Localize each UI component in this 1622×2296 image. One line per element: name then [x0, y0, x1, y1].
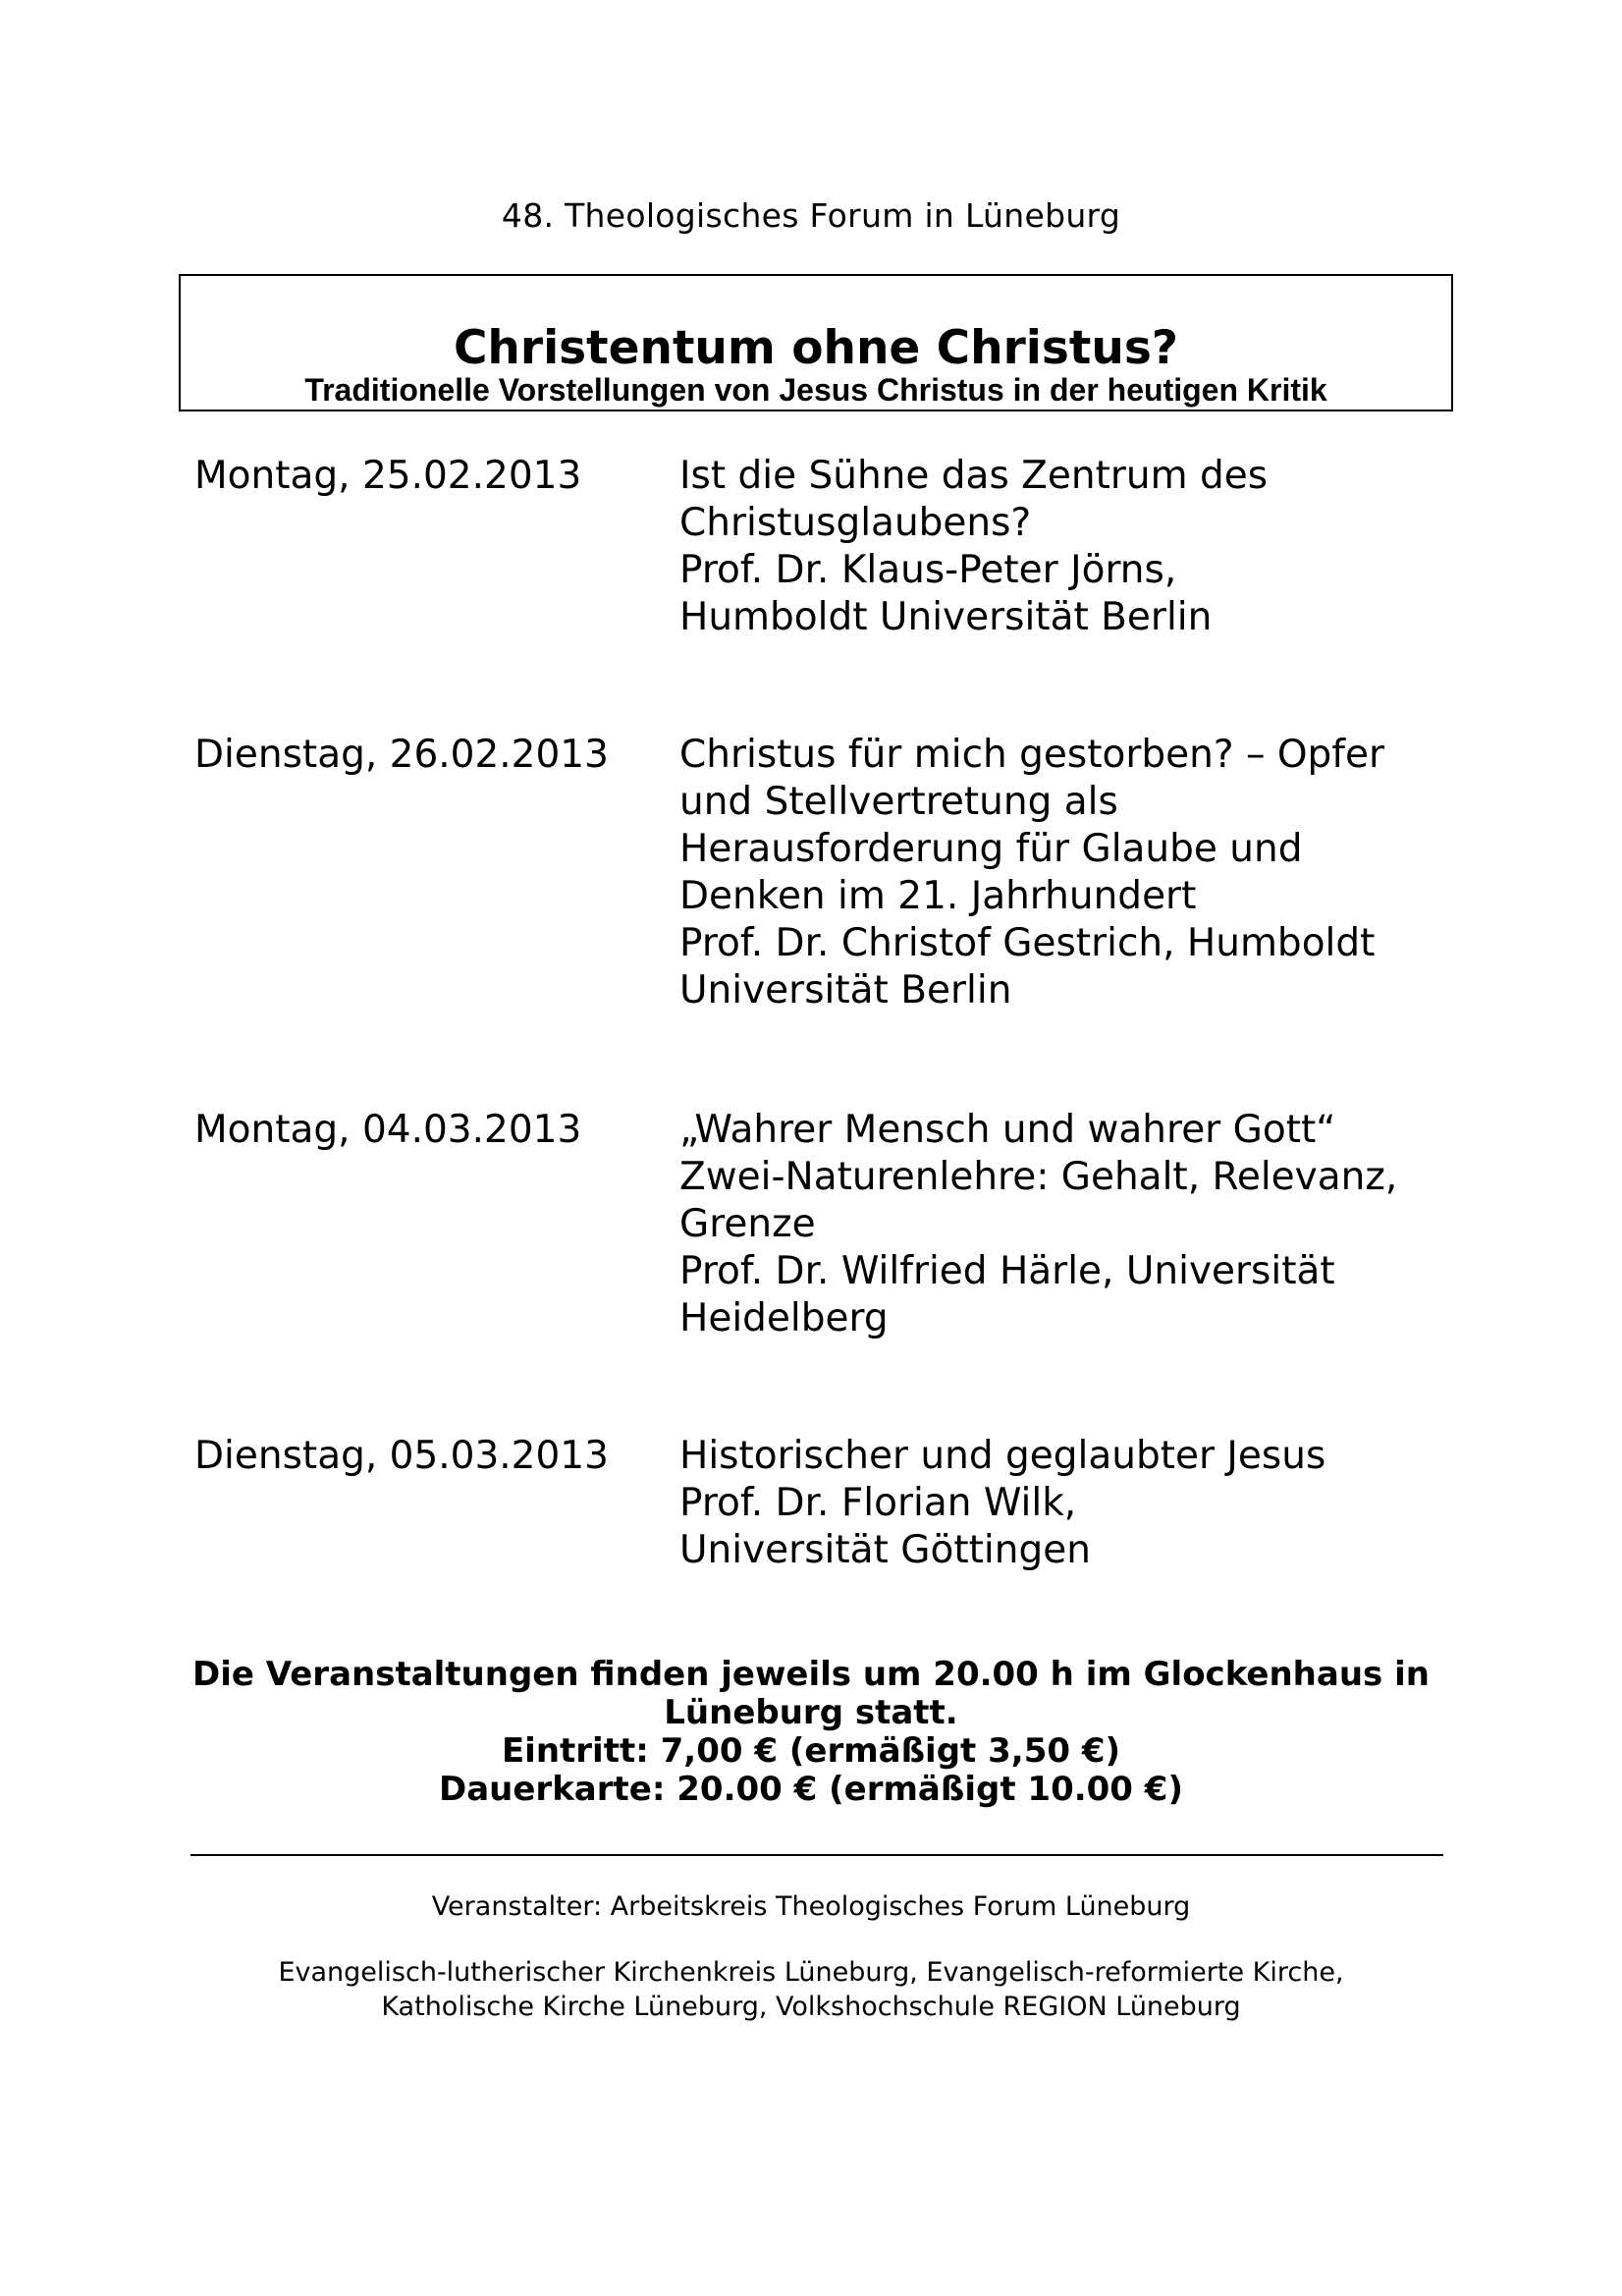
title-box — [179, 274, 1453, 411]
event-speaker-line: Heidelberg — [679, 1296, 889, 1340]
partners-line: Evangelisch-lutherischer Kirchenkreis Lüneburg, Evangelisch-reformierte Kirche, — [278, 1957, 1344, 1988]
event-topic-line: Historischer und geglaubter Jesus — [679, 1434, 1326, 1478]
event-topic-line: Zwei-Naturenlehre: Gehalt, Relevanz, — [679, 1155, 1398, 1199]
event-speaker-line: Prof. Dr. Wilfried Härle, Universität — [679, 1249, 1335, 1293]
event-topic-line: Christusglaubens? — [679, 501, 1032, 545]
event-speaker-line: Prof. Dr. Christof Gestrich, Humboldt — [679, 921, 1376, 965]
page-subtitle: Traditionelle Vorstellungen von Jesus Christus in der heutigen Kritik — [304, 372, 1327, 408]
event-topic-line: Christus für mich gestorben? – Opfer — [679, 733, 1385, 777]
forum-edition-line: 48. Theologisches Forum in Lüneburg — [501, 196, 1121, 235]
event-description — [679, 732, 1445, 1014]
event-info-block — [0, 1656, 1622, 1809]
event-date: Dienstag, 05.03.2013 — [194, 1434, 609, 1478]
event-speaker-line: Prof. Dr. Florian Wilk, — [679, 1481, 1077, 1525]
season-ticket-price: Dauerkarte: 20.00 € (ermäßigt 10.00 €) — [439, 1770, 1183, 1809]
event-date: Montag, 04.03.2013 — [194, 1108, 582, 1152]
divider-line — [190, 1854, 1443, 1856]
admission-price: Eintritt: 7,00 € (ermäßigt 3,50 €) — [501, 1731, 1121, 1771]
event-date: Montag, 25.02.2013 — [194, 454, 582, 498]
event-description — [679, 453, 1445, 641]
event-topic-line: Ist die Sühne das Zentrum des — [679, 454, 1269, 498]
event-description — [679, 1433, 1445, 1574]
event-speaker-line: Prof. Dr. Klaus-Peter Jörns, — [679, 548, 1177, 592]
event-speaker-line: Universität Göttingen — [679, 1528, 1091, 1572]
partner-organizations — [0, 1955, 1622, 2024]
event-date: Dienstag, 26.02.2013 — [194, 733, 609, 777]
organizer-line: Veranstalter: Arbeitskreis Theologisches Forum Lüneburg — [431, 1891, 1191, 1922]
event-topic-line: „Wahrer Mensch und wahrer Gott“ — [679, 1108, 1336, 1152]
event-topic-line: Grenze — [679, 1202, 816, 1246]
venue-info-line: Die Veranstaltungen finden jeweils um 20.00 h im Glockenhaus in — [192, 1655, 1430, 1694]
event-topic-line: Herausforderung für Glaube und — [679, 827, 1303, 871]
event-description — [679, 1107, 1445, 1342]
event-topic-line: Denken im 21. Jahrhundert — [679, 874, 1197, 918]
page-title: Christentum ohne Christus? — [453, 321, 1179, 375]
venue-info-line: Lüneburg statt. — [664, 1693, 958, 1732]
event-speaker-line: Humboldt Universität Berlin — [679, 595, 1213, 639]
event-topic-line: und Stellvertretung als — [679, 780, 1118, 824]
event-speaker-line: Universität Berlin — [679, 968, 1012, 1012]
partners-line: Katholische Kirche Lüneburg, Volkshochschule REGION Lüneburg — [381, 1992, 1241, 2022]
